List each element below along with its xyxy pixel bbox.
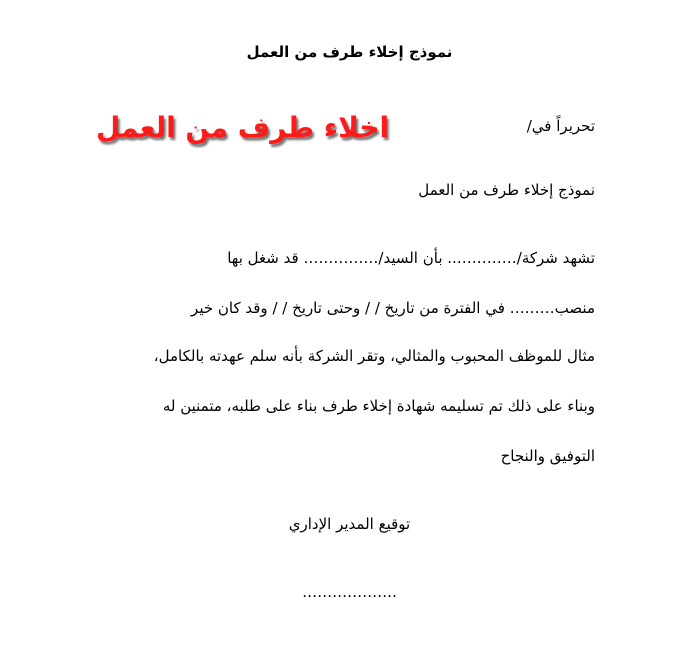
written-in-label: تحريراً في/ <box>526 117 595 135</box>
header-stamp-text: اخلاء طرف من العمل <box>96 111 390 144</box>
body-line-3: مثال للموظف المحبوب والمثالي، وتقر الشركة بأنه سلم عهدته بالكامل، <box>153 347 595 365</box>
body-line-5: التوفيق والنجاح <box>500 447 595 465</box>
body-line-2: منصب……… في الفترة من تاريخ / / وحتى تاريخ / / وقد كان خير <box>191 299 595 317</box>
body-line-1: تشهد شركة/………….. بأن السيد/…………… قد شغل بها <box>227 249 595 267</box>
body-line-4: وبناء على ذلك تم تسليمه شهادة إخلاء طرف بناء على طلبه، متمنين له <box>162 397 595 415</box>
form-heading: نموذج إخلاء طرف من العمل <box>418 181 595 199</box>
document-title: نموذج إخلاء طرف من العمل <box>246 43 453 61</box>
signature-line: ………………. <box>302 583 397 601</box>
signature-label: توقيع المدير الإداري <box>288 515 411 533</box>
